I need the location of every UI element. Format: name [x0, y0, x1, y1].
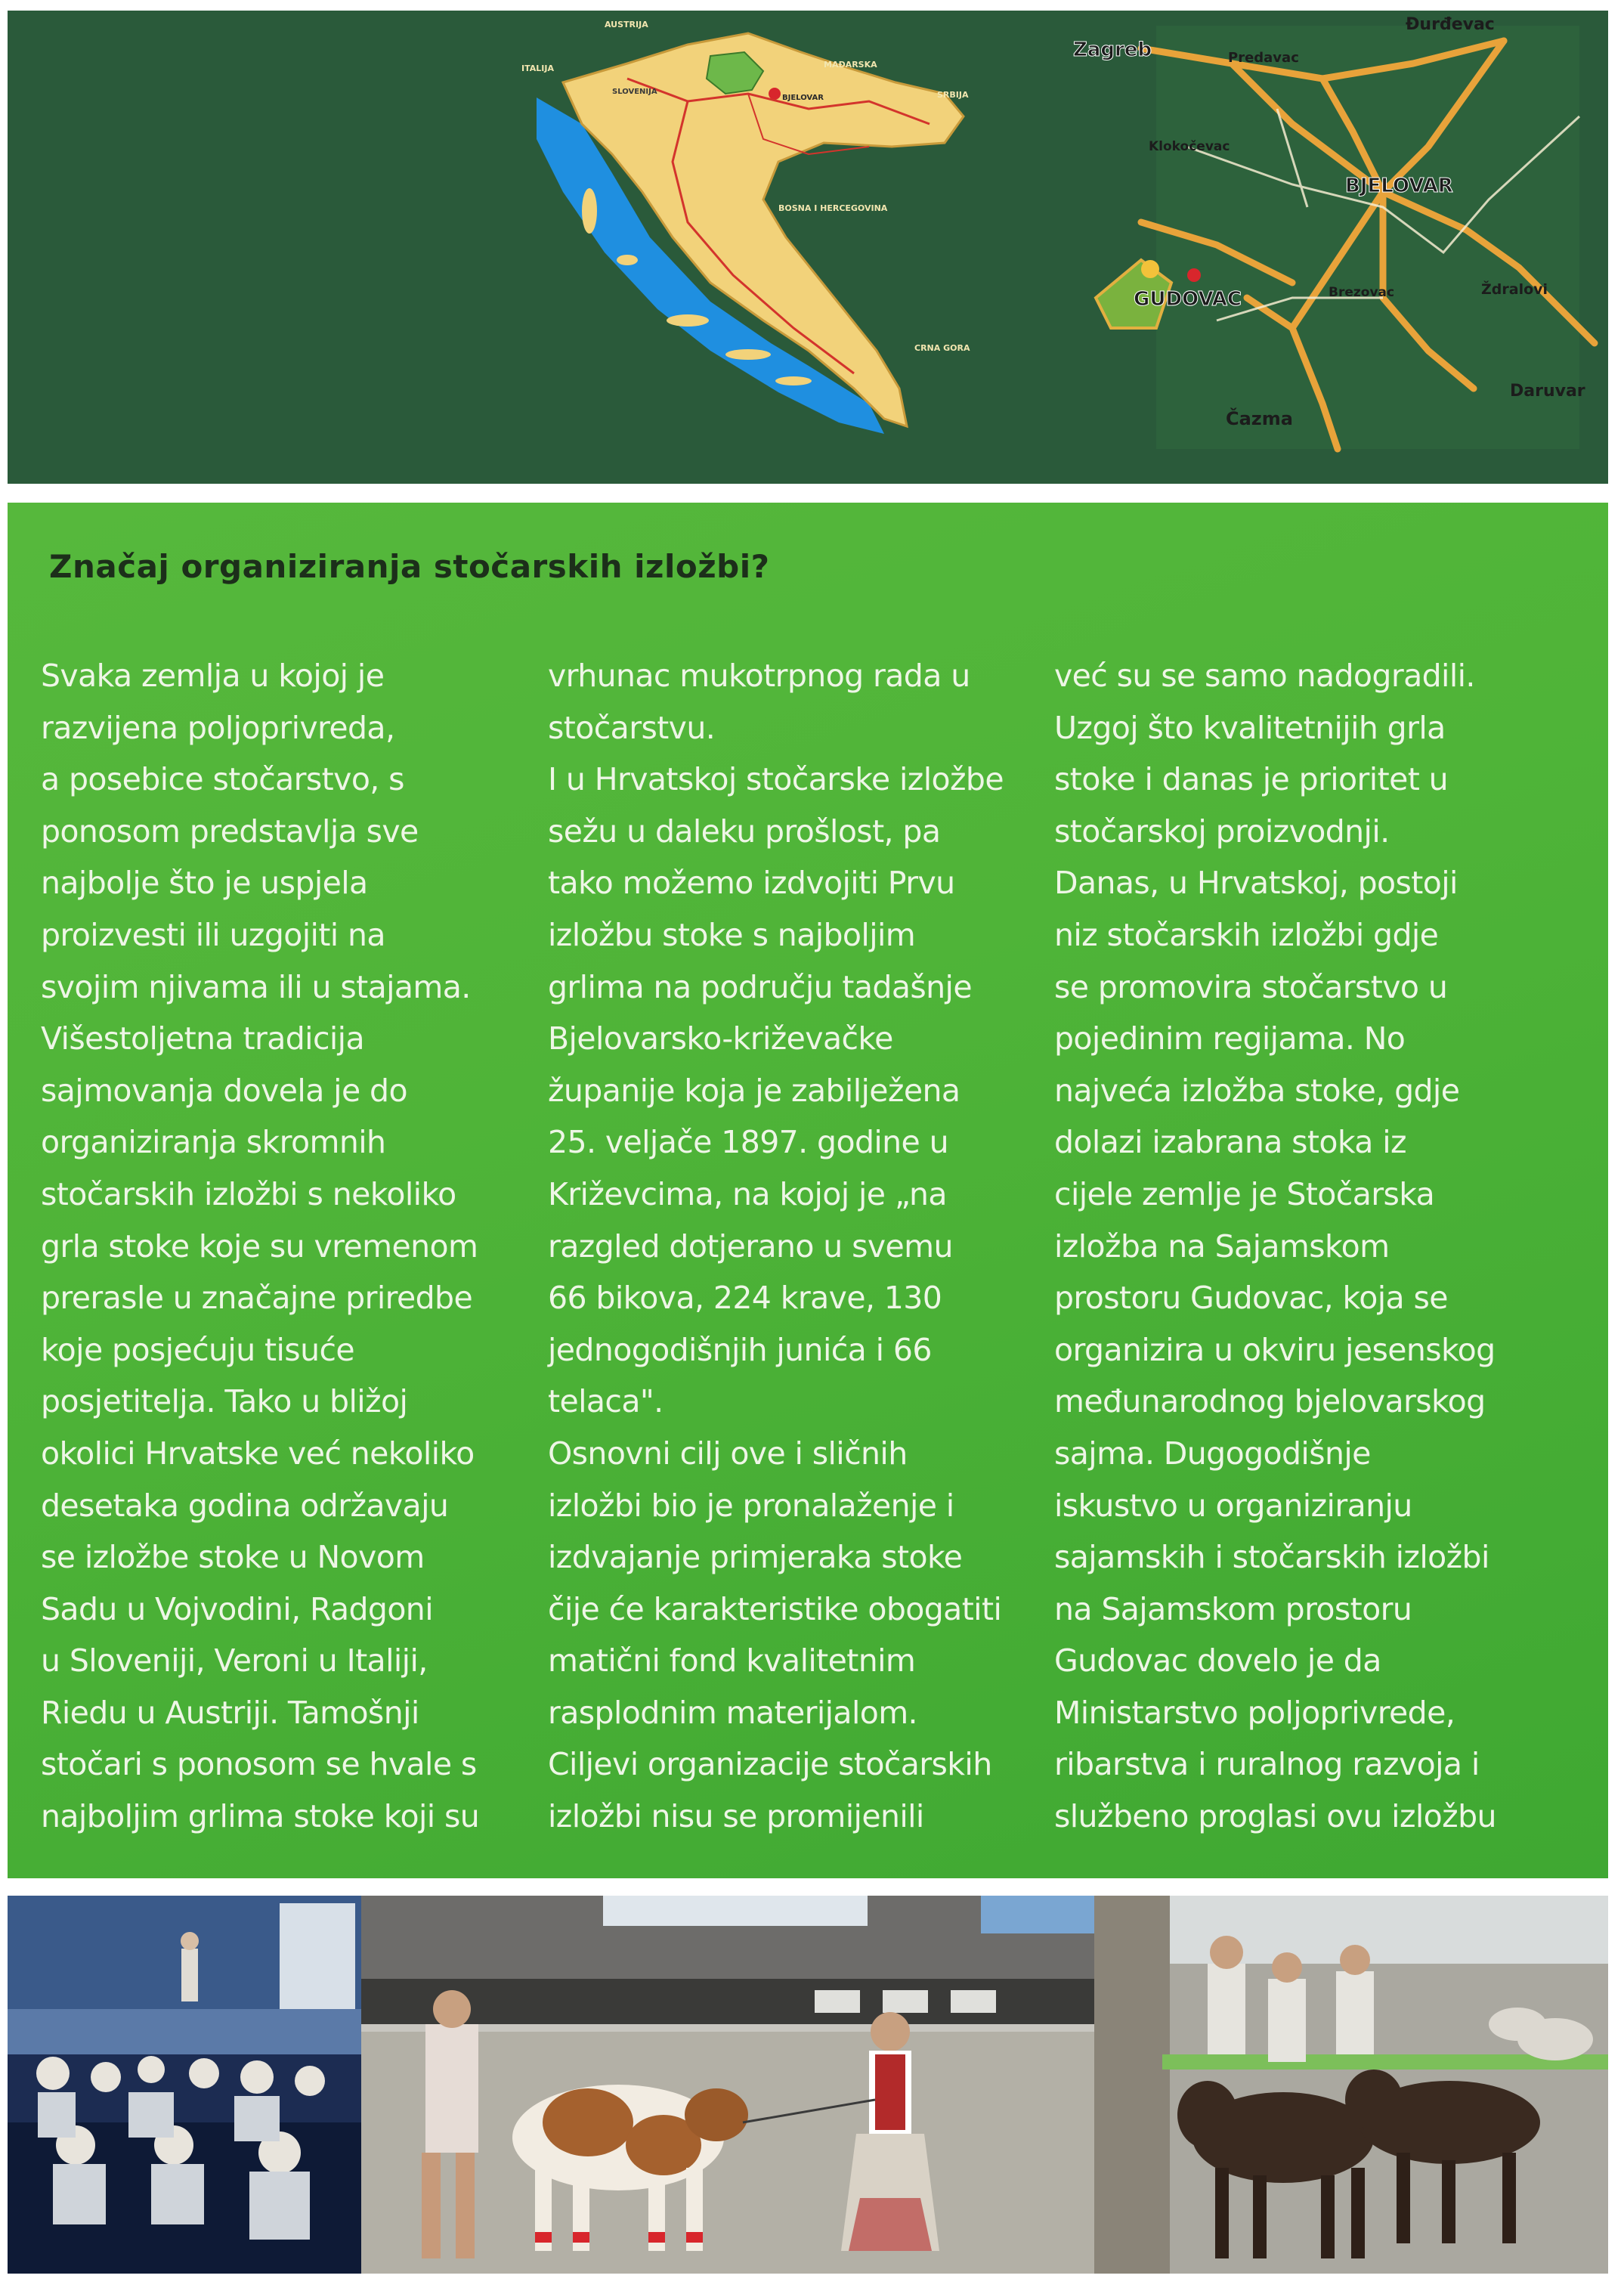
label-bjelovar: BJELOVAR [1345, 175, 1453, 197]
text-line: sajma. Dugogodišnje [1054, 1435, 1371, 1472]
text-line: posjetitelja. Tako u bližoj [41, 1383, 408, 1420]
text-line: najboljim grlima stoke koji su [41, 1798, 480, 1835]
text-line: dolazi izabrana stoka iz [1054, 1124, 1406, 1161]
text-line: stočarskih izložbi s nekoliko [41, 1175, 456, 1212]
label-italy: ITALIJA [521, 63, 554, 73]
text-line: Uzgoj što kvalitetnijih grla [1054, 709, 1446, 746]
text-line: ponosom predstavlja sve [41, 813, 419, 850]
text-line: prerasle u značajne priredbe [41, 1280, 473, 1317]
text-line: Riedu u Austriji. Tamošnji [41, 1694, 419, 1731]
label-cazma: Čazma [1226, 408, 1293, 429]
text-line: izložba na Sajamskom [1054, 1227, 1390, 1265]
label-bjelovar-small: BJELOVAR [782, 94, 824, 102]
text-line: proizvesti ili uzgojiti na [41, 916, 385, 953]
text-line: vrhunac mukotrpnog rada u [548, 658, 970, 694]
photo-lecture-audience [8, 1896, 361, 2274]
text-line: koje posjećuju tisuće [41, 1331, 355, 1368]
text-line: pojedinim regijama. No [1054, 1020, 1406, 1057]
label-klokocevac: Klokočevac [1149, 139, 1230, 154]
article-heading: Značaj organiziranja stočarskih izložbi? [49, 548, 770, 585]
text-line: a posebice stočarstvo, s [41, 761, 404, 798]
label-zagreb: Zagreb [1073, 39, 1152, 61]
text-line: cijele zemlje je Stočarska [1054, 1175, 1435, 1212]
text-line: najbolje što je uspjela [41, 865, 368, 902]
text-line: županije koja je zabilježena [548, 1072, 960, 1109]
label-predavac: Predavac [1228, 50, 1299, 66]
text-column-1 [41, 650, 524, 1843]
label-serbia: SRBIJA [937, 90, 969, 100]
text-line: Osnovni cilj ove i sličnih [548, 1435, 908, 1472]
label-montenegro: CRNA GORA [914, 343, 970, 353]
text-line: izložbi bio je pronalaženje i [548, 1487, 954, 1524]
text-line: okolici Hrvatske već nekoliko [41, 1435, 475, 1472]
text-line: grlima na području tadašnje [548, 968, 972, 1005]
label-bosnia: BOSNA I HERCEGOVINA [778, 203, 888, 213]
text-line: čije će karakteristike obogatiti [548, 1590, 1002, 1627]
text-line: Svaka zemlja u kojoj je [41, 658, 385, 694]
text-line: sajmovanja dovela je do [41, 1072, 407, 1109]
label-daruvar: Daruvar [1510, 382, 1585, 401]
sun-icon [1141, 260, 1159, 278]
text-line: sežu u daleku prošlost, pa [548, 813, 941, 850]
text-line: ribarstva i ruralnog razvoja i [1054, 1746, 1480, 1783]
text-line: tako možemo izdvojiti Prvu [548, 865, 955, 902]
text-line: Gudovac dovelo je da [1054, 1642, 1381, 1679]
text-line: Sadu u Vojvodini, Radgoni [41, 1590, 433, 1627]
map-band [8, 11, 1608, 484]
text-line: sajamskih i stočarskih izložbi [1054, 1539, 1489, 1576]
text-line: Bjelovarsko-križevačke [548, 1020, 893, 1057]
text-line: na Sajamskom prostoru [1054, 1590, 1412, 1627]
label-zdralovi: Ždralovi [1481, 281, 1548, 298]
label-brezovac: Brezovac [1329, 285, 1395, 300]
text-line: stoke i danas je prioritet u [1054, 761, 1448, 798]
text-line: izdvajanje primjeraka stoke [548, 1539, 963, 1576]
text-column-2 [548, 650, 1032, 1843]
text-line: stočarskoj proizvodnji. [1054, 813, 1390, 850]
text-line: Križevcima, na kojoj je „na [548, 1175, 947, 1212]
text-line: I u Hrvatskoj stočarske izložbe [548, 761, 1004, 798]
text-line: 66 bikova, 224 krave, 130 [548, 1280, 942, 1317]
label-gudovac: GUDOVAC [1134, 288, 1242, 311]
text-line: 25. veljače 1897. godine u [548, 1124, 948, 1161]
text-line: Ciljevi organizacije stočarskih [548, 1746, 992, 1783]
text-line: stočari s ponosom se hvale s [41, 1746, 477, 1783]
article-panel [8, 503, 1608, 1878]
text-line: prostoru Gudovac, koja se [1054, 1280, 1448, 1317]
text-line: razvijena poljoprivreda, [41, 709, 395, 746]
text-line: svojim njivama ili u stajama. [41, 968, 471, 1005]
text-line: niz stočarskih izložbi gdje [1054, 916, 1439, 953]
text-line: Danas, u Hrvatskoj, postoji [1054, 865, 1458, 902]
text-line: Višestoljetna tradicija [41, 1020, 364, 1057]
label-slovenia: SLOVENIJA [612, 88, 657, 96]
text-line: Ministarstvo poljoprivrede, [1054, 1694, 1455, 1731]
photo-goats [1094, 1896, 1608, 2274]
text-line: najveća izložba stoke, gdje [1054, 1072, 1460, 1109]
label-austria: AUSTRIJA [605, 20, 648, 29]
text-line: rasplodnim materijalom. [548, 1694, 917, 1731]
text-line: službeno proglasi ovu izložbu [1054, 1798, 1496, 1835]
text-line: izložbi nisu se promijenili [548, 1798, 924, 1835]
text-line: već su se samo nadogradili. [1054, 658, 1475, 694]
text-line: izložbu stoke s najboljim [548, 916, 916, 953]
text-line: organizira u okviru jesenskog [1054, 1331, 1496, 1368]
text-line: stočarstvu. [548, 709, 716, 746]
text-line: međunarodnog bjelovarskog [1054, 1383, 1486, 1420]
map-graphic [8, 11, 1608, 484]
text-line: telaca". [548, 1383, 664, 1420]
gudovac-marker [1187, 268, 1201, 282]
text-line: u Sloveniji, Veroni u Italiji, [41, 1642, 428, 1679]
text-line: matični fond kvalitetnim [548, 1642, 916, 1679]
photo-calf-parade [361, 1896, 1094, 2274]
text-line: grla stoke koje su vremenom [41, 1227, 478, 1265]
bjelovar-marker [769, 88, 781, 100]
text-line: iskustvo u organiziranju [1054, 1487, 1412, 1524]
text-line: razgled dotjerano u svemu [548, 1227, 953, 1265]
label-durdevac: Đurđevac [1406, 15, 1495, 34]
text-line: se promovira stočarstvo u [1054, 968, 1448, 1005]
text-column-3 [1054, 650, 1583, 1843]
label-hungary: MAĐARSKA [824, 60, 877, 70]
text-line: organiziranja skromnih [41, 1124, 386, 1161]
text-line: jednogodišnjih junića i 66 [548, 1331, 932, 1368]
text-line: se izložbe stoke u Novom [41, 1539, 425, 1576]
text-line: desetaka godina održavaju [41, 1487, 449, 1524]
